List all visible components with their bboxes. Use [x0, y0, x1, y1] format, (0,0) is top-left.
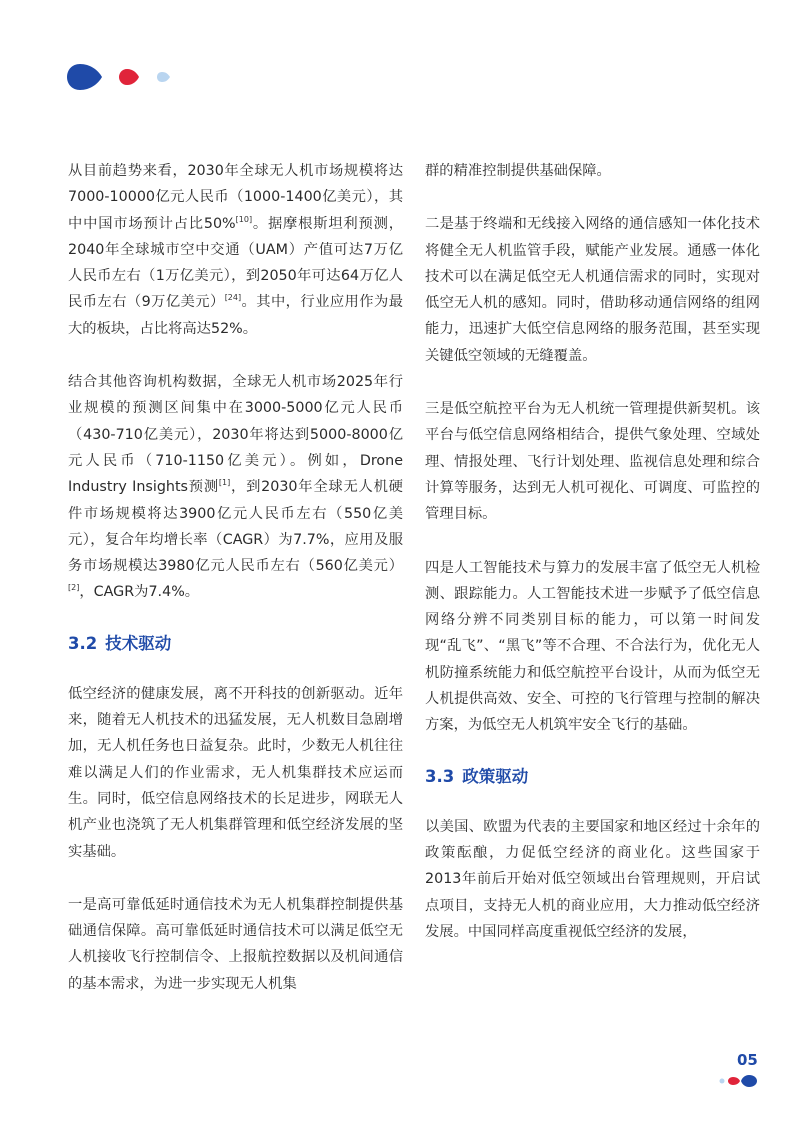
blue-dot: [741, 1075, 757, 1087]
text-segment: 结合其他咨询机构数据，全球无人机市场2025年行业规模的预测区间集中在3000-5000亿元人民币（430-710亿美元），2030年将达到5000-8000亿元人民币（710-1150亿美元）。例如，Drone Industry Insights预测: [68, 374, 403, 496]
text-segment: 。据摩根斯坦利预测，2040年全球城市空中交通（UAM）产值可达7万亿人民币左右（1万亿美元），到2050年可达64万亿人民币左右（9万亿美元）: [68, 215, 404, 311]
footer-drops-icon: [718, 1074, 758, 1088]
text-segment: 。其中，行业应用作为最大的板块，占比将高达52%。: [68, 294, 403, 337]
section-number: 3.3: [425, 766, 455, 786]
paragraph-continuation: 群的精准控制提供基础保障。: [425, 163, 611, 179]
light-dot: [720, 1079, 725, 1084]
paragraph-policy: 以美国、欧盟为代表的主要国家和地区经过十余年的政策酝酿，力促低空经济的商业化。这些国家于2013年前后开始对低空领域出台管理规则，开启试点项目，支持无人机的商业应用，大力推动低空经济发展。中国同样高度重视低空经济的发展，: [425, 818, 760, 940]
paragraph-low-latency: 一是高可靠低延时通信技术为无人机集群控制提供基础通信保障。高可靠低延时通信技术可以满足低空无人机接收飞行控制信令、上报航控数据以及机间通信的基本需求，为进一步实现无人机集: [68, 896, 403, 992]
section-heading-3-2: [68, 633, 403, 655]
page-number: 05: [737, 1051, 758, 1069]
section-title: 技术驱动: [105, 633, 172, 653]
text-segment: ，CAGR为7.4%。: [79, 584, 200, 601]
paragraph-consulting-data: [68, 369, 403, 606]
right-column: [425, 158, 760, 972]
citation-ref: [2]: [68, 583, 80, 593]
paragraph-ai: 四是人工智能技术与算力的发展丰富了低空无人机检测、跟踪能力。人工智能技术进一步赋予了低空信息网络分辨不同类别目标的能力，可以第一时间发现“乱飞”、“黑飞”等不合理、不合法行为，优化无人机防撞系统能力和低空航控平台设计，从而为低空无人机提供高效、安全、可控的飞行管理与控制的解决方案，为低空无人机筑牢安全飞行的基础。: [425, 559, 760, 734]
brand-drops-logo: [66, 62, 186, 92]
paragraph-control-platform: 三是低空航控平台为无人机统一管理提供新契机。该平台与低空信息网络相结合，提供气象处理、空域处理、情报处理、飞行计划处理、监视信息处理和综合计算等服务，达到无人机可视化、可调度、可监控的管理目标。: [425, 401, 760, 523]
text-segment: 从目前趋势来看，2030年全球无人机市场规模将达7000-10000亿元人民币（1000-1400亿美元），其中中国市场预计占比50%: [68, 163, 403, 232]
light-blue-drop: [157, 72, 170, 82]
citation-ref: [10]: [235, 214, 253, 224]
section-number: 3.2: [68, 633, 98, 653]
paragraph-sensing: 二是基于终端和无线接入网络的通信感知一体化技术将健全无人机监管手段，赋能产业发展。通感一体化技术可以在满足低空无人机通信需求的同时，实现对低空无人机的感知。同时，借助移动通信网络的组网能力，迅速扩大低空信息网络的服务范围，甚至实现关键低空领域的无缝覆盖。: [425, 216, 760, 364]
paragraph-market-forecast: [68, 158, 403, 342]
paragraph-tech-intro: 低空经济的健康发展，离不开科技的创新驱动。近年来，随着无人机技术的迅猛发展，无人机数目急剧增加，无人机任务也日益复杂。此时，少数无人机往往难以满足人们的作业需求，无人机集群技术应运而生。同时，低空信息网络技术的长足进步，网联无人机产业也浇筑了无人机集群管理和低空经济发展的坚实基础。: [68, 685, 403, 860]
citation-ref: [24]: [224, 293, 242, 303]
red-drop: [119, 69, 139, 85]
large-blue-drop: [67, 64, 102, 90]
left-column: [68, 158, 403, 1024]
text-segment: ，到2030年全球无人机硬件市场规模将达3900亿元人民币左右（550亿美元），复合年均增长率（CAGR）为7.7%，应用及服务市场规模达3980亿元人民币左右（560亿美元）: [68, 479, 403, 575]
section-heading-3-3: [425, 766, 760, 788]
red-dot: [728, 1077, 740, 1085]
section-title: 政策驱动: [462, 766, 529, 786]
citation-ref: [1]: [218, 478, 231, 488]
